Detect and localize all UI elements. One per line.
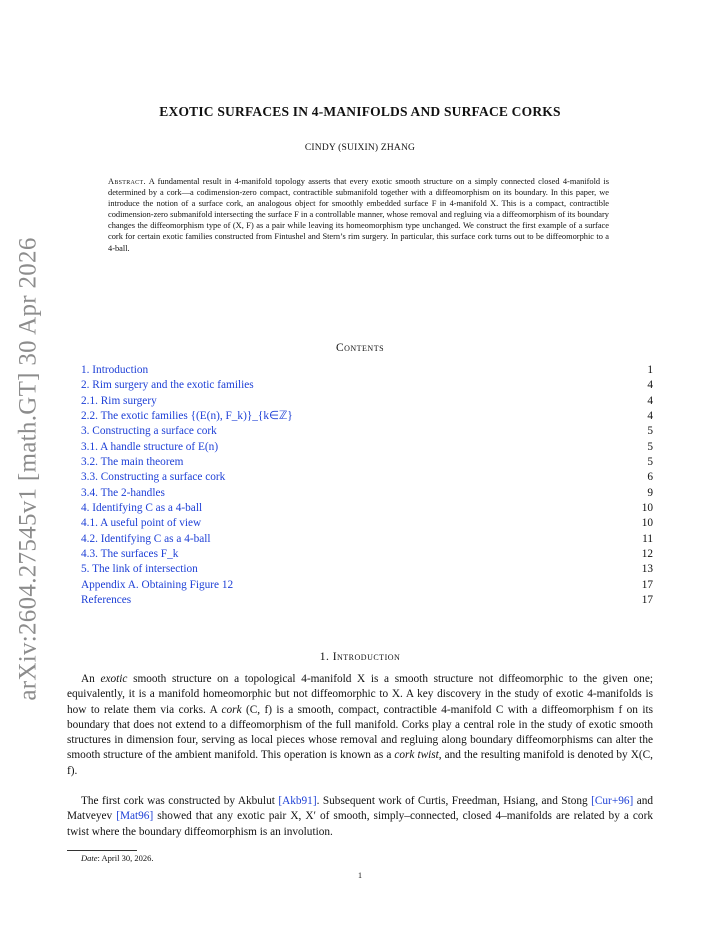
abstract-label: Abstract. [108,177,146,186]
paper-title: EXOTIC SURFACES IN 4-MANIFOLDS AND SURFACE CORKS [159,104,561,119]
toc-entry-page: 11 [642,532,653,545]
toc-entry-label[interactable]: 4.2. Identifying C as a 4-ball [81,532,211,545]
footnote-date [81,853,154,863]
toc-entry-page: 4 [647,394,653,407]
footnote-label: Date [81,853,98,863]
toc-entry-label[interactable]: 2. Rim surgery and the exotic families [81,379,254,392]
toc-entry-label[interactable]: 3. Constructing a surface cork [81,425,217,438]
citation-link[interactable]: [Cur+96] [591,795,634,807]
toc-entry-page: 5 [647,440,653,453]
footnote-rule [67,850,137,851]
text-run: and Matveyev [67,795,654,823]
toc-entry[interactable] [81,578,653,593]
toc-entry-label[interactable]: 3.3. Constructing a surface cork [81,471,226,484]
text-run: The first cork was constructed by Akbulut [81,795,279,807]
citation-link[interactable]: [Mat96] [116,810,154,823]
toc-entry[interactable] [81,363,653,378]
toc-entry[interactable] [81,562,653,577]
text-run: . Subsequent work of Curtis, Freedman, Hsiang, and Stong [316,795,592,807]
toc-entry-page: 9 [647,486,653,499]
text-run: (C, f) is a smooth, compact, contractible 4-manifold C with a diffeomorphism f on its boundary that does not extend to a diffeomorphism of the full manifold. Corks play a central role in the study of exotic smooth structures in dimension four, serving as local pieces whose removal and regluing along boundary diffeomorphisms can alter the smooth structure of the ambient manifold. This operation is known as a [67,703,653,762]
toc-entry[interactable] [81,455,653,470]
toc-entry[interactable] [81,409,653,424]
toc-entry-page: 1 [647,364,653,376]
toc-entry-label[interactable]: 2.2. The exotic families {(E(n), F_k)}_{k∈ℤ} [81,410,293,423]
toc-entry[interactable] [81,470,653,485]
toc-entry-label[interactable]: 4. Identifying C as a 4-ball [81,502,203,515]
toc-entry-label[interactable]: 2.1. Rim surgery [81,394,157,407]
toc-entry-page: 5 [647,425,653,438]
toc-entry[interactable] [81,486,653,501]
toc-entry[interactable] [81,440,653,455]
toc-entry-page: 10 [641,517,653,530]
toc-entry-label[interactable]: 3.4. The 2-handles [81,486,165,499]
abstract-text: A fundamental result in 4-manifold topology asserts that every exotic smooth structure on a simply connected closed 4-manifold is determined by a cork—a codimension-zero compact, contractible submanifold together with a diffeomorphism on its boundary. In this paper, we introduce the notion of a surface cork, an analogous object for smoothly embedded surface F in 4-manifold X. This is a compact, contractible codimension-zero submanifold intersecting the surface F in a controllable manner, whose removal and regluing via a diffeomorphism of its boundary changes the diffeomorphism type of (X, F) as a pair while leaving its homeomorphism type unchanged. We construct the first example of a surface cork for certain exotic families constructed from Fintushel and Stern’s rim surgery. In particular, this surface cork turns out to be diffeomorphic to a 4-ball. [108,177,609,253]
toc-entry-page: 4 [647,379,653,392]
toc-entry[interactable] [81,394,653,409]
toc-entry-page: 13 [641,563,653,576]
intro-paragraph-2 [67,794,653,840]
toc-entry[interactable] [81,378,653,393]
emphasis-exotic: exotic [100,673,128,685]
toc-entry-label[interactable]: References [81,594,132,607]
toc-entry[interactable] [81,593,653,608]
toc-entry-page: 10 [641,502,653,515]
author-name: CINDY (SUIXIN) ZHANG [304,143,416,153]
toc-entry[interactable] [81,424,653,439]
text-run: showed that any exotic pair X, X′ of smooth, simply–connected, closed 4–manifolds are related by a cork twist where the boundary diffeomorphism is an involution. [67,810,653,838]
toc-entry-page: 5 [647,456,653,469]
section-heading: 1. Introduction [319,651,401,663]
text-run: , and the resulting manifold is denoted by X(C, f). [67,749,653,777]
toc-entry-page: 17 [641,578,653,591]
contents-heading: Contents [335,342,385,354]
toc-entry[interactable] [81,516,653,531]
toc-entry-label[interactable]: 3.1. A handle structure of E(n) [81,440,219,453]
intro-paragraph-1 [67,672,653,779]
toc-entry[interactable] [81,532,653,547]
toc-entry[interactable] [81,547,653,562]
citation-link[interactable]: [Akb91] [278,795,317,807]
footnote-text: : April 30, 2026. [97,853,154,863]
toc-entry-label[interactable]: 4.1. A useful point of view [81,517,202,530]
table-of-contents [81,363,653,609]
toc-entry-label[interactable]: 5. The link of intersection [81,563,198,576]
emphasis-cork: cork [221,703,242,716]
toc-entry-page: 17 [641,594,653,607]
toc-entry-page: 4 [647,410,653,423]
abstract [108,176,609,254]
toc-entry-label[interactable]: 3.2. The main theorem [81,456,184,469]
arxiv-identifier: arXiv:2604.27545v1 [math.GT] 30 Apr 2026 [15,237,42,701]
page-number: 1 [358,871,362,880]
toc-entry-label[interactable]: 1. Introduction [81,364,149,376]
toc-entry-label[interactable]: 4.3. The surfaces F_k [81,548,179,561]
toc-entry[interactable] [81,501,653,516]
text-run: smooth structure on a topological 4-manifold X is a smooth structure not diffeomorphic to the given one; equivalently, it is a manifold homeomorphic but not diffeomorphic to X. A key discovery in the study of exotic 4-manifolds is how to relate them via corks. A [67,673,653,716]
text-run: An [81,673,101,685]
toc-entry-page: 12 [641,548,653,561]
toc-entry-label[interactable]: Appendix A. Obtaining Figure 12 [81,578,234,591]
toc-entry-page: 6 [647,471,653,484]
arxiv-stamp [8,237,50,701]
emphasis-cork-twist: cork twist [394,749,439,762]
